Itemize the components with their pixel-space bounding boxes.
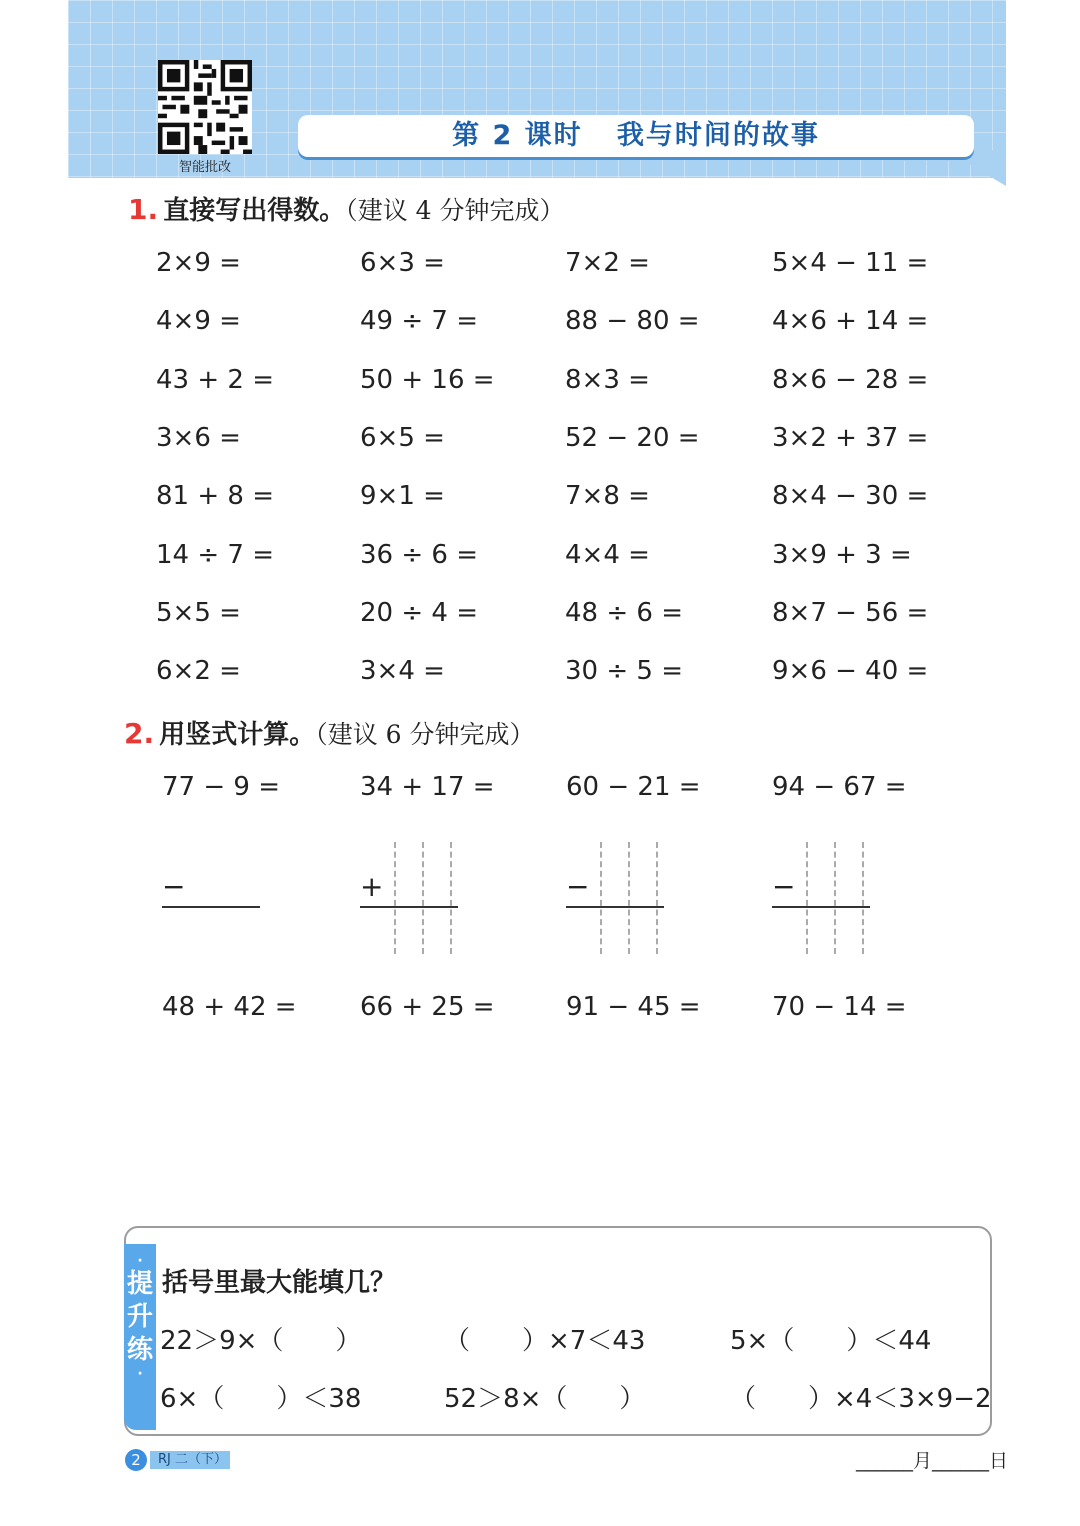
tisheng-question: 括号里最大能填几？ [162,1268,397,1298]
section1-problem: 48 ÷ 6 = [565,598,683,628]
section1-problem: 8×4 − 30 = [772,481,929,511]
section1-problem: 6×3 = [360,248,445,278]
digit-column-guide [422,842,424,954]
tag-char-1: 提 [126,1269,153,1299]
edition-tag: RJ 二（下） [150,1451,230,1469]
section2-problem: 91 − 45 = [566,992,701,1022]
section2-number: 2. [124,717,155,750]
section1-problem: 43 + 2 = [156,365,274,395]
section1-problem: 8×3 = [565,365,650,395]
section1-problem: 50 + 16 = [360,365,495,395]
digit-column-guide [806,842,808,954]
vertical-calc-frame[interactable] [772,842,872,954]
tisheng-problem[interactable]: （ ）×4＜3×9−2 [730,1384,992,1414]
section1-problem: 6×2 = [156,656,241,686]
vertical-calc-line [772,906,870,908]
lesson-title: 第 2 课时 我与时间的故事 [452,120,820,151]
section1-problem: 49 ÷ 7 = [360,306,478,336]
section1-problem: 7×8 = [565,481,650,511]
digit-column-guide [600,842,602,954]
tag-dot-bottom: · [137,1366,143,1382]
digit-column-guide [656,842,658,954]
vertical-calc-frame[interactable] [566,842,666,954]
section2-problem: 66 + 25 = [360,992,495,1022]
section1-problem: 52 − 20 = [565,423,700,453]
digit-column-guide [394,842,396,954]
section1-problem: 81 + 8 = [156,481,274,511]
section1-number: 1. [128,193,159,226]
section2-problem: 94 − 67 = [772,772,907,802]
section2-problem: 34 + 17 = [360,772,495,802]
section1-problem: 36 ÷ 6 = [360,540,478,570]
section1-problem: 3×2 + 37 = [772,423,929,453]
section1-problem: 4×9 = [156,306,241,336]
section2-header [124,714,535,751]
section2-problem: 77 − 9 = [162,772,280,802]
section1-problem: 3×6 = [156,423,241,453]
qr-label: 智能批改 [178,160,231,175]
section1-problem: 3×9 + 3 = [772,540,912,570]
section1-problem: 7×2 = [565,248,650,278]
lesson-title-bar [298,115,974,157]
tisheng-problem[interactable]: 52＞8×（ ） [444,1384,646,1414]
vertical-calc-line [360,906,458,908]
section2-problem: 60 − 21 = [566,772,701,802]
section1-problem: 3×4 = [360,656,445,686]
section1-problem: 88 − 80 = [565,306,700,336]
section1-header [128,190,565,227]
section2-problem: 70 − 14 = [772,992,907,1022]
digit-column-guide [862,842,864,954]
date-line: ______月______日 [856,1450,1009,1472]
section1-problem: 5×4 − 11 = [772,248,929,278]
tag-dot-top: · [137,1253,143,1269]
tisheng-problem[interactable]: （ ）×7＜43 [444,1326,646,1356]
tisheng-problem[interactable]: 6×（ ）＜38 [160,1384,362,1414]
vertical-calc-operator: − [162,870,186,903]
section1-problem: 5×5 = [156,598,241,628]
vertical-calc-operator: − [772,870,796,903]
section1-problem: 8×6 − 28 = [772,365,929,395]
section1-problem: 4×4 = [565,540,650,570]
vertical-calc-line [566,906,664,908]
section1-problem: 9×6 − 40 = [772,656,929,686]
digit-column-guide [450,842,452,954]
section1-title: 直接写出得数。 [163,196,346,226]
section1-problem: 30 ÷ 5 = [565,656,683,686]
section1-hint: （建议 4 分钟完成） [345,196,565,225]
section1-problem: 20 ÷ 4 = [360,598,478,628]
vertical-calc-frame[interactable] [162,842,262,954]
tisheng-problem[interactable]: 22＞9×（ ） [160,1326,362,1356]
digit-column-guide [834,842,836,954]
section1-problem: 4×6 + 14 = [772,306,929,336]
section1-problem: 9×1 = [360,481,445,511]
qr-code-icon[interactable] [158,60,252,154]
section2-title: 用竖式计算。 [159,720,316,750]
section2-problem: 48 + 42 = [162,992,297,1022]
section1-problem: 14 ÷ 7 = [156,540,274,570]
section1-problem: 6×5 = [360,423,445,453]
vertical-calc-line [162,906,260,908]
digit-column-guide [628,842,630,954]
section1-problem: 2×9 = [156,248,241,278]
tisheng-problem[interactable]: 5×（ ）＜44 [730,1326,932,1356]
section2-hint: （建议 6 分钟完成） [315,720,535,749]
tisheng-tag [124,1244,156,1430]
section1-problem: 8×7 − 56 = [772,598,929,628]
tag-char-3: 练 [126,1335,153,1365]
vertical-calc-frame[interactable] [360,842,460,954]
page-number: 2 [125,1449,147,1471]
vertical-calc-operator: + [360,870,384,903]
vertical-calc-operator: − [566,870,590,903]
tag-char-2: 升 [126,1302,153,1332]
